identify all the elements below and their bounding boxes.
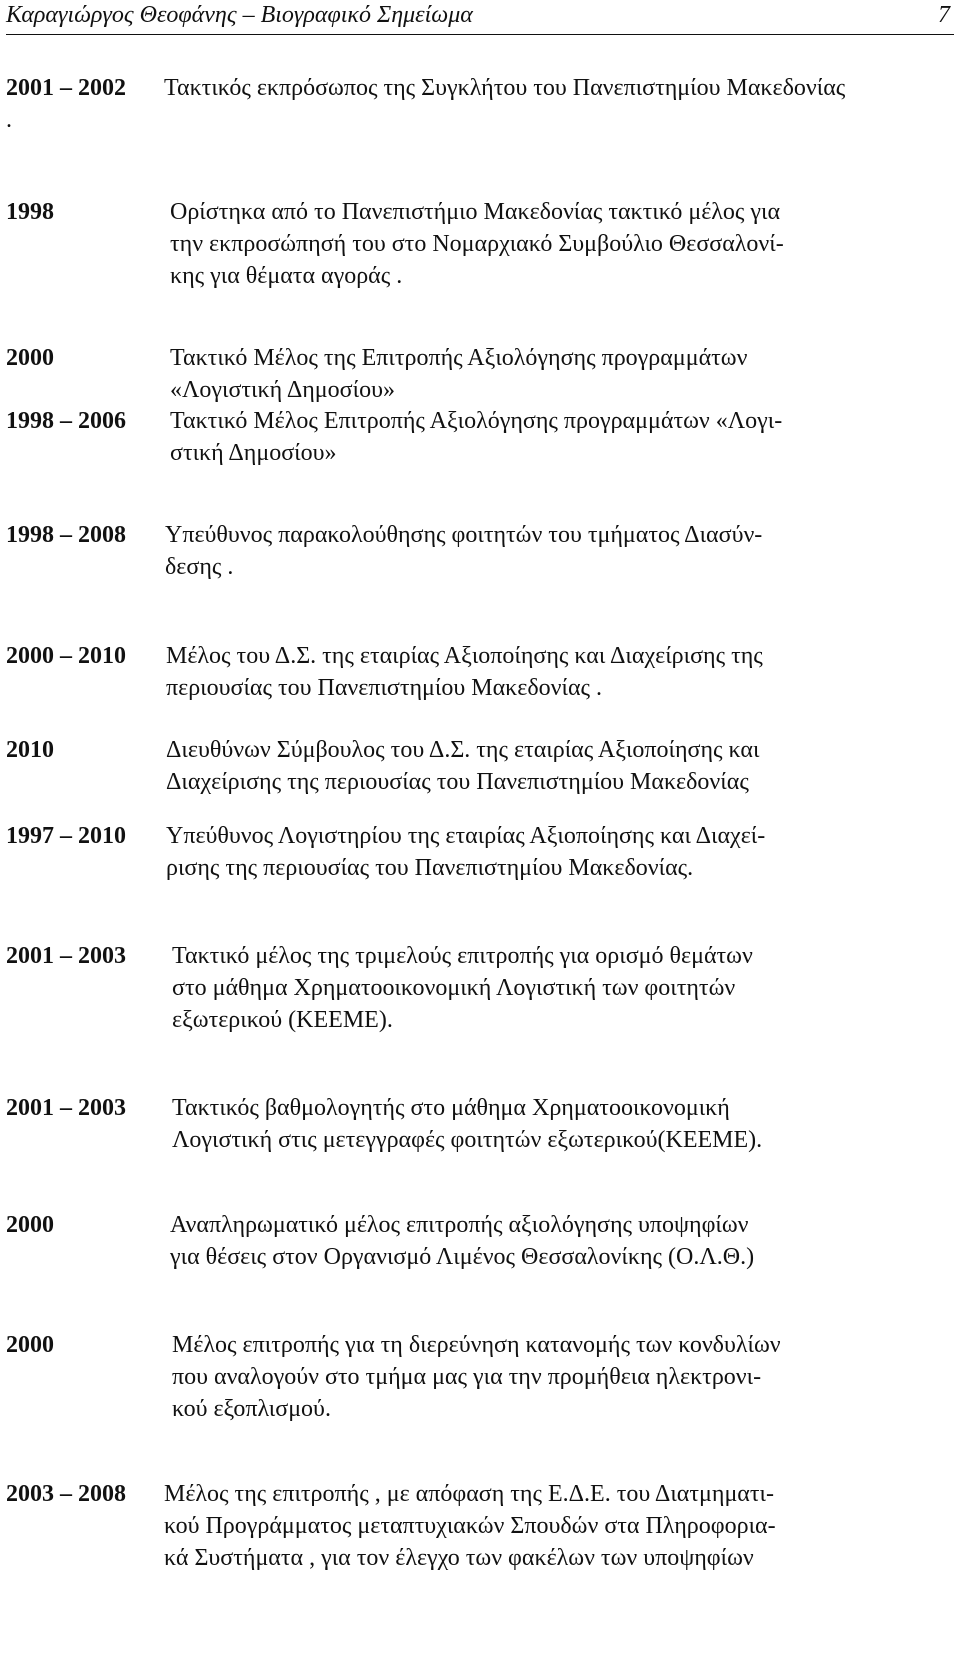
entry-text-line: Τακτικό Μέλος της Επιτροπής Αξιολόγησης προγραμμάτων (170, 345, 748, 371)
entry-years: 2003 – 2008 (6, 1481, 126, 1507)
entry-years: 2000 (6, 1332, 54, 1358)
cv-entry (6, 72, 954, 136)
entry-text-line: Αναπληρωματικό μέλος επιτροπής αξιολόγησης υποψηφίων (170, 1212, 749, 1238)
entry-text-line: στική Δημοσίου» (170, 440, 337, 466)
entry-text-line: Διαχείρισης της περιουσίας του Πανεπιστημίου Μακεδονίας (166, 769, 749, 795)
cv-entry (6, 1092, 954, 1156)
cv-entry (6, 405, 954, 469)
entry-text-line: Υπεύθυνος Λογιστηρίου της εταιρίας Αξιοποίησης και Διαχεί- (166, 823, 766, 849)
cv-entry (6, 519, 954, 583)
entry-text-line: Τακτικός εκπρόσωπος της Συγκλήτου του Πανεπιστημίου Μακεδονίας (164, 75, 846, 101)
entry-text-line: περιουσίας του Πανεπιστημίου Μακεδονίας . (166, 675, 603, 701)
entry-text-line: στο μάθημα Χρηματοοικονομική Λογιστική των φοιτητών (172, 975, 736, 1001)
entry-text-line: Μέλος της επιτροπής , με απόφαση της Ε.Δ.Ε. του Διατμηματι- (164, 1481, 774, 1507)
entry-years: 1998 – 2006 (6, 408, 126, 434)
entry-text-line: Διευθύνων Σύμβουλος του Δ.Σ. της εταιρίας Αξιοποίησης και (166, 737, 760, 763)
entry-text-line: κού Προγράμματος μεταπτυχιακών Σπουδών στα Πληροφορια- (164, 1513, 776, 1539)
cv-entry (6, 734, 954, 798)
entry-years: 2000 – 2010 (6, 643, 126, 669)
header-title: Καραγιώργος Θεοφάνης – Βιογραφικό Σημείωμα (6, 2, 473, 28)
entry-years: 1998 – 2008 (6, 522, 126, 548)
entry-text-line: Τακτικό Μέλος Επιτροπής Αξιολόγησης προγραμμάτων «Λογι- (170, 408, 783, 434)
entry-text-line: Ορίστηκα από το Πανεπιστήμιο Μακεδονίας τακτικό μέλος για (170, 199, 781, 225)
entry-years: 2010 (6, 737, 54, 763)
cv-entry (6, 820, 954, 884)
entry-years: 2000 (6, 1212, 54, 1238)
page-number: 7 (938, 2, 950, 28)
page-header (6, 0, 954, 35)
entry-text-line: που αναλογούν στο τμήμα μας για την προμήθεια ηλεκτρονι- (172, 1364, 762, 1390)
cv-entry (6, 342, 954, 406)
entry-text-line: δεσης . (165, 554, 234, 580)
entry-text-line: κού εξοπλισμού. (172, 1396, 331, 1422)
cv-entry (6, 196, 954, 292)
entry-text-line: Μέλος επιτροπής για τη διερεύνηση κατανομής των κονδυλίων (172, 1332, 781, 1358)
entry-text-line: Τακτικό μέλος της τριμελούς επιτροπής για ορισμό θεμάτων (172, 943, 753, 969)
entry-text-line: την εκπροσώπησή του στο Νομαρχιακό Συμβούλιο Θεσσαλονί- (170, 231, 784, 257)
cv-entry (6, 1478, 954, 1574)
entry-text-line: κά Συστήματα , για τον έλεγχο των φακέλων των υποψηφίων (164, 1545, 754, 1571)
cv-entry (6, 940, 954, 1036)
entry-text-line: Τακτικός βαθμολογητής στο μάθημα Χρηματοοικονομική (172, 1095, 730, 1121)
entry-text-line: ρισης της περιουσίας του Πανεπιστημίου Μακεδονίας. (166, 855, 694, 881)
entry-text-line: Λογιστική στις μετεγγραφές φοιτητών εξωτερικού(ΚΕΕΜΕ). (172, 1127, 763, 1153)
entry-text-line: Μέλος του Δ.Σ. της εταιρίας Αξιοποίησης και Διαχείρισης της (166, 643, 763, 669)
entry-text-line: κης για θέματα αγοράς . (170, 263, 403, 289)
cv-entry (6, 1329, 954, 1425)
cv-entry (6, 640, 954, 704)
entry-text-line: Υπεύθυνος παρακολούθησης φοιτητών του τμήματος Διασύν- (165, 522, 763, 548)
cv-entry (6, 1209, 954, 1273)
entry-years: 2001 – 2002 (6, 75, 126, 101)
entry-years: 1997 – 2010 (6, 823, 126, 849)
entry-years: 2001 – 2003 (6, 1095, 126, 1121)
entry-text-line: για θέσεις στον Οργανισμό Λιμένος Θεσσαλονίκης (Ο.Λ.Θ.) (170, 1244, 755, 1270)
entry-text-line: εξωτερικού (ΚΕΕΜΕ). (172, 1007, 393, 1033)
entry-text-line: . (6, 107, 12, 133)
entry-text-line: «Λογιστική Δημοσίου» (170, 377, 395, 403)
entry-years: 2000 (6, 345, 54, 371)
entry-years: 1998 (6, 199, 54, 225)
entry-years: 2001 – 2003 (6, 943, 126, 969)
